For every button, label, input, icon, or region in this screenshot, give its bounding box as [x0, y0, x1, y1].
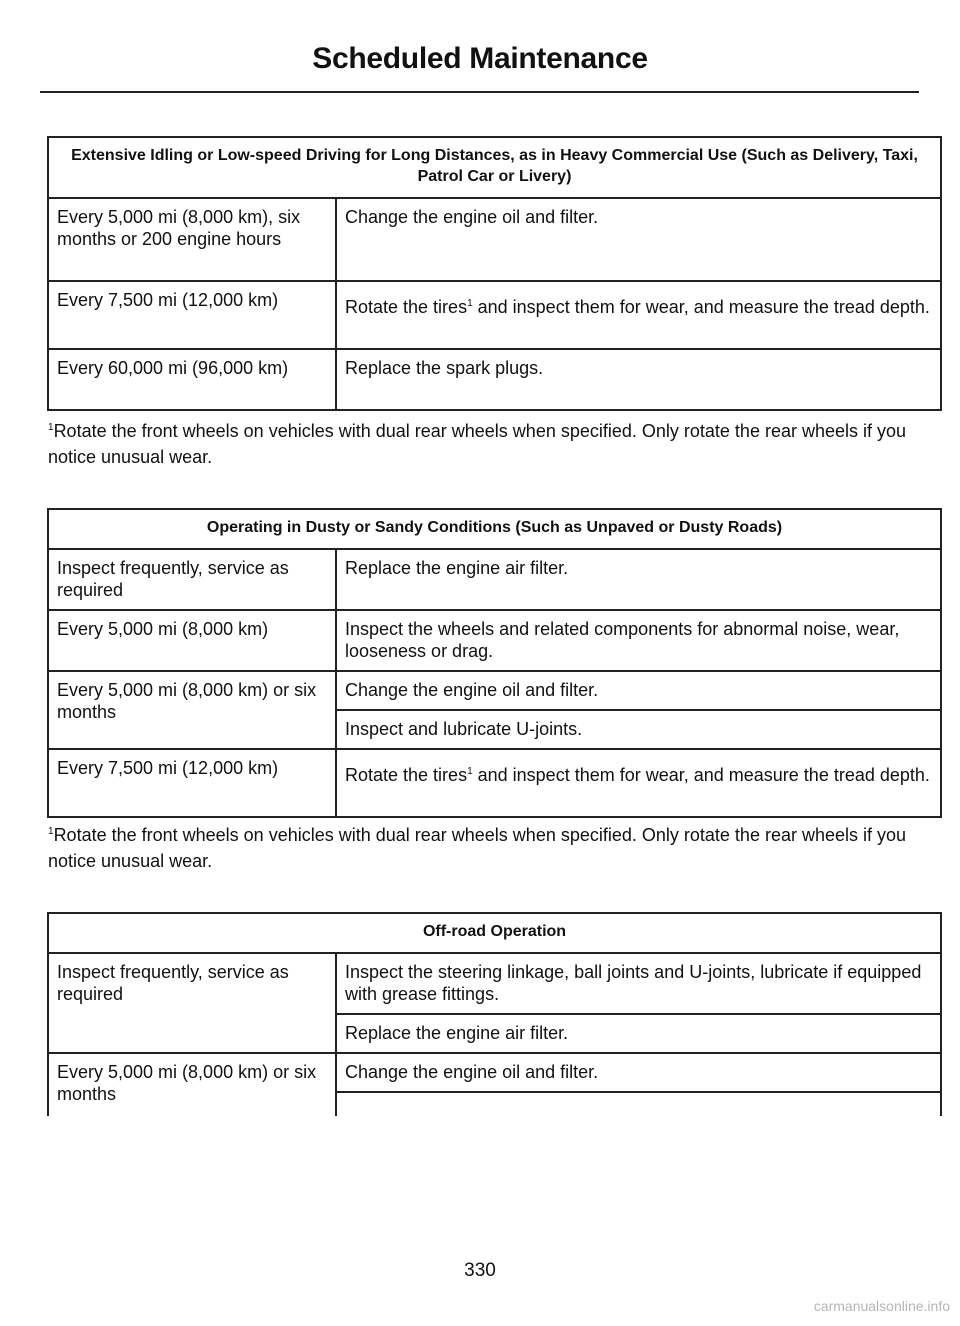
action-cell [336, 749, 941, 817]
table-row [48, 549, 941, 610]
footnote-text: Rotate the front wheels on vehicles with dual rear wheels when specified. Only rotate the rear wheels if you notice unusual wear. [48, 825, 907, 871]
action-cell: Inspect the wheels and related components for abnormal noise, wear, looseness or drag. [336, 610, 941, 671]
table-heading: Operating in Dusty or Sandy Conditions (Such as Unpaved or Dusty Roads) [48, 509, 941, 549]
interval-cell: Every 5,000 mi (8,000 km) [48, 610, 336, 671]
interval-cell: Inspect frequently, service as required [48, 549, 336, 610]
action-cell: Replace the spark plugs. [336, 349, 941, 410]
table-row [48, 671, 941, 710]
interval-cell: Every 7,500 mi (12,000 km) [48, 749, 336, 817]
table-row [48, 281, 941, 349]
table-heading-row [48, 509, 941, 549]
table-heading: Extensive Idling or Low-speed Driving for Long Distances, as in Heavy Commercial Use (Such as Delivery, Taxi, Patrol Car or Livery) [48, 137, 941, 198]
action-text: and inspect them for wear, and measure the tread depth. [472, 765, 930, 785]
table-row [48, 198, 941, 281]
action-cell: Change the engine oil and filter. [336, 198, 941, 281]
action-text: and inspect them for wear, and measure the tread depth. [472, 297, 930, 317]
interval-cell: Every 5,000 mi (8,000 km), six months or 200 engine hours [48, 198, 336, 281]
footnote [48, 418, 908, 470]
interval-cell: Every 7,500 mi (12,000 km) [48, 281, 336, 349]
table-row [48, 953, 941, 1014]
maintenance-table-dusty-conditions [47, 508, 942, 818]
action-cell: Change the engine oil and filter. [336, 671, 941, 710]
action-cell: Inspect and lubricate U-joints. [336, 710, 941, 749]
maintenance-table-heavy-commercial [47, 136, 942, 411]
action-cell [336, 1092, 941, 1116]
maintenance-table-off-road [47, 912, 942, 1116]
page-number: 330 [464, 1260, 496, 1281]
action-cell [336, 281, 941, 349]
interval-cell: Inspect frequently, service as required [48, 953, 336, 1053]
footnote-mark: 1 [48, 422, 54, 433]
action-cell: Inspect the steering linkage, ball joints and U-joints, lubricate if equipped with grease fittings. [336, 953, 941, 1014]
watermark: carmanualsonline.info [813, 1298, 950, 1314]
table-row [48, 749, 941, 817]
table-row [48, 349, 941, 410]
footnote-mark: 1 [48, 826, 54, 837]
page-title: Scheduled Maintenance [312, 42, 648, 75]
interval-cell: Every 5,000 mi (8,000 km) or six months [48, 671, 336, 749]
interval-cell: Every 60,000 mi (96,000 km) [48, 349, 336, 410]
interval-cell: Every 5,000 mi (8,000 km) or six months [48, 1053, 336, 1116]
table-row [48, 1053, 941, 1092]
table-heading: Off-road Operation [48, 913, 941, 953]
action-cell: Change the engine oil and filter. [336, 1053, 941, 1092]
action-text: Rotate the tires [345, 765, 468, 785]
footnote-text: Rotate the front wheels on vehicles with dual rear wheels when specified. Only rotate the rear wheels if you notice unusual wear. [48, 421, 907, 467]
table-row [48, 610, 941, 671]
footnote [48, 822, 908, 874]
footnote-reference: 1 [467, 298, 473, 309]
action-cell: Replace the engine air filter. [336, 549, 941, 610]
action-text: Rotate the tires [345, 297, 468, 317]
table-heading-row [48, 913, 941, 953]
footnote-reference: 1 [467, 766, 473, 777]
table-heading-row [48, 137, 941, 198]
title-divider [40, 91, 919, 93]
action-cell: Replace the engine air filter. [336, 1014, 941, 1053]
